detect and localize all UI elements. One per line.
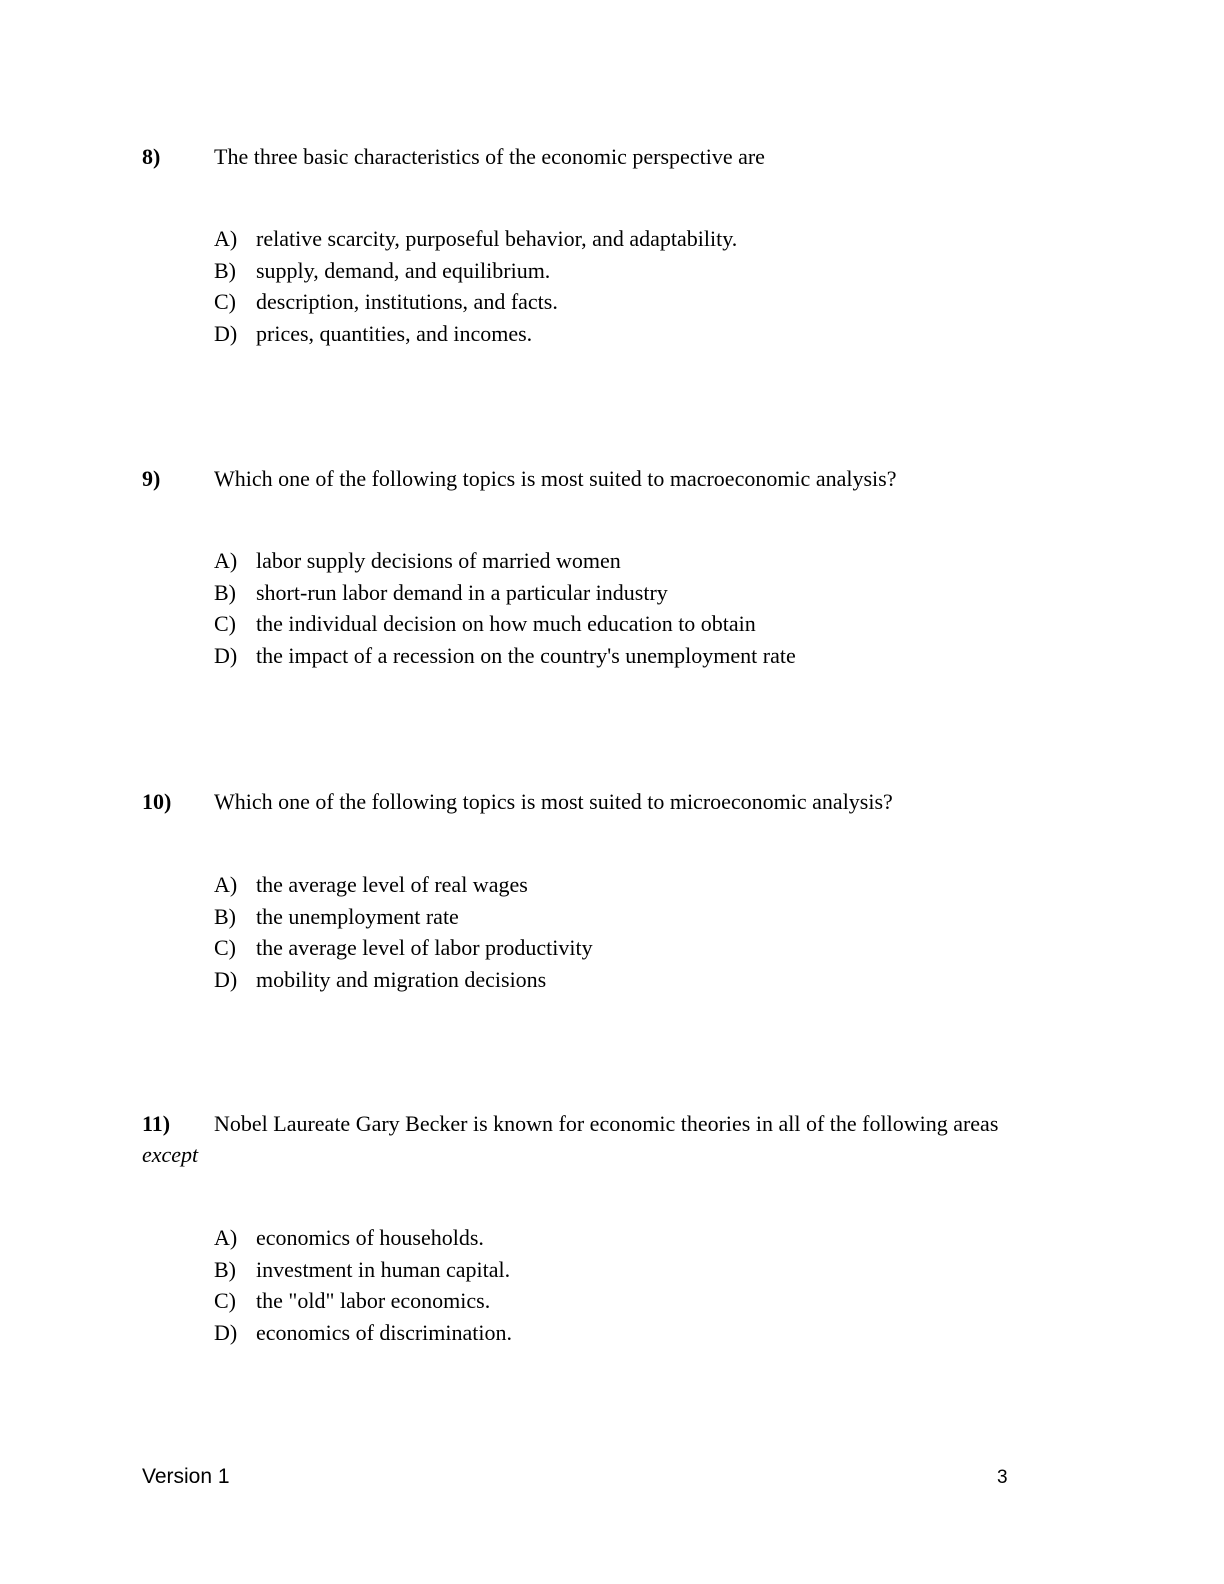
option-text: the individual decision on how much education to obtain — [256, 611, 756, 637]
option-letter: D) — [214, 967, 238, 993]
option-text: labor supply decisions of married women — [256, 548, 621, 573]
option-text: the average level of labor productivity — [256, 935, 593, 961]
question-8 — [142, 141, 1082, 347]
question-stem — [142, 1108, 1082, 1170]
question-stem — [142, 141, 1082, 172]
option-letter: B) — [214, 579, 236, 605]
option-text: supply, demand, and equilibrium. — [256, 257, 551, 283]
option-b — [214, 1254, 512, 1286]
option-a — [214, 545, 796, 577]
option-letter: B) — [214, 1256, 236, 1282]
option-d — [214, 318, 737, 350]
answer-options — [214, 545, 796, 672]
option-letter: B) — [214, 257, 236, 283]
option-text: economics of discrimination. — [256, 1320, 512, 1346]
answer-options — [214, 1222, 512, 1349]
question-text: Nobel Laureate Gary Becker is known for economic theories in all of the following areas — [214, 1111, 999, 1136]
option-letter: D) — [214, 643, 238, 669]
option-text: prices, quantities, and incomes. — [256, 321, 533, 347]
option-c — [214, 608, 796, 640]
option-b — [214, 255, 737, 287]
option-letter: A) — [214, 872, 238, 897]
question-number: 11) — [142, 1111, 171, 1136]
option-letter: C) — [214, 289, 236, 315]
option-text: the unemployment rate — [256, 903, 459, 929]
option-letter: A) — [214, 1225, 238, 1250]
footer-version: Version 1 — [142, 1465, 230, 1488]
option-d — [214, 1317, 512, 1349]
question-text: Which one of the following topics is most suited to macroeconomic analysis? — [214, 466, 897, 491]
question-text: The three basic characteristics of the economic perspective are — [214, 144, 765, 169]
question-text-italic: except — [142, 1142, 199, 1167]
question-11 — [142, 1108, 1082, 1346]
option-letter: C) — [214, 1288, 236, 1314]
option-letter: D) — [214, 1320, 238, 1346]
option-text: the average level of real wages — [256, 872, 528, 897]
option-text: short-run labor demand in a particular industry — [256, 579, 668, 605]
option-text: investment in human capital. — [256, 1256, 511, 1282]
option-text: mobility and migration decisions — [256, 967, 547, 993]
option-letter: A) — [214, 548, 238, 573]
option-text: description, institutions, and facts. — [256, 289, 558, 315]
option-b — [214, 901, 593, 933]
option-text: the impact of a recession on the country's unemployment rate — [256, 643, 796, 669]
question-stem — [142, 463, 1082, 494]
option-c — [214, 286, 737, 318]
question-number: 10) — [142, 789, 172, 814]
option-letter: A) — [214, 226, 238, 251]
option-letter: C) — [214, 935, 236, 961]
option-c — [214, 1285, 512, 1317]
option-d — [214, 640, 796, 672]
question-stem — [142, 786, 1082, 817]
option-c — [214, 932, 593, 964]
option-letter: B) — [214, 903, 236, 929]
question-number: 8) — [142, 144, 161, 169]
option-letter: C) — [214, 611, 236, 637]
option-a — [214, 223, 737, 255]
answer-options — [214, 223, 737, 350]
option-b — [214, 577, 796, 609]
question-text: Which one of the following topics is most suited to microeconomic analysis? — [214, 789, 893, 814]
answer-options — [214, 869, 593, 996]
option-d — [214, 964, 593, 996]
option-letter: D) — [214, 321, 238, 347]
page-number: 3 — [997, 1467, 1008, 1488]
question-9 — [142, 463, 1082, 669]
option-a — [214, 1222, 512, 1254]
option-text: relative scarcity, purposeful behavior, and adaptability. — [256, 226, 738, 251]
option-a — [214, 869, 593, 901]
option-text: the "old" labor economics. — [256, 1288, 491, 1314]
question-10 — [142, 786, 1082, 993]
option-text: economics of households. — [256, 1225, 484, 1250]
question-number: 9) — [142, 466, 161, 491]
